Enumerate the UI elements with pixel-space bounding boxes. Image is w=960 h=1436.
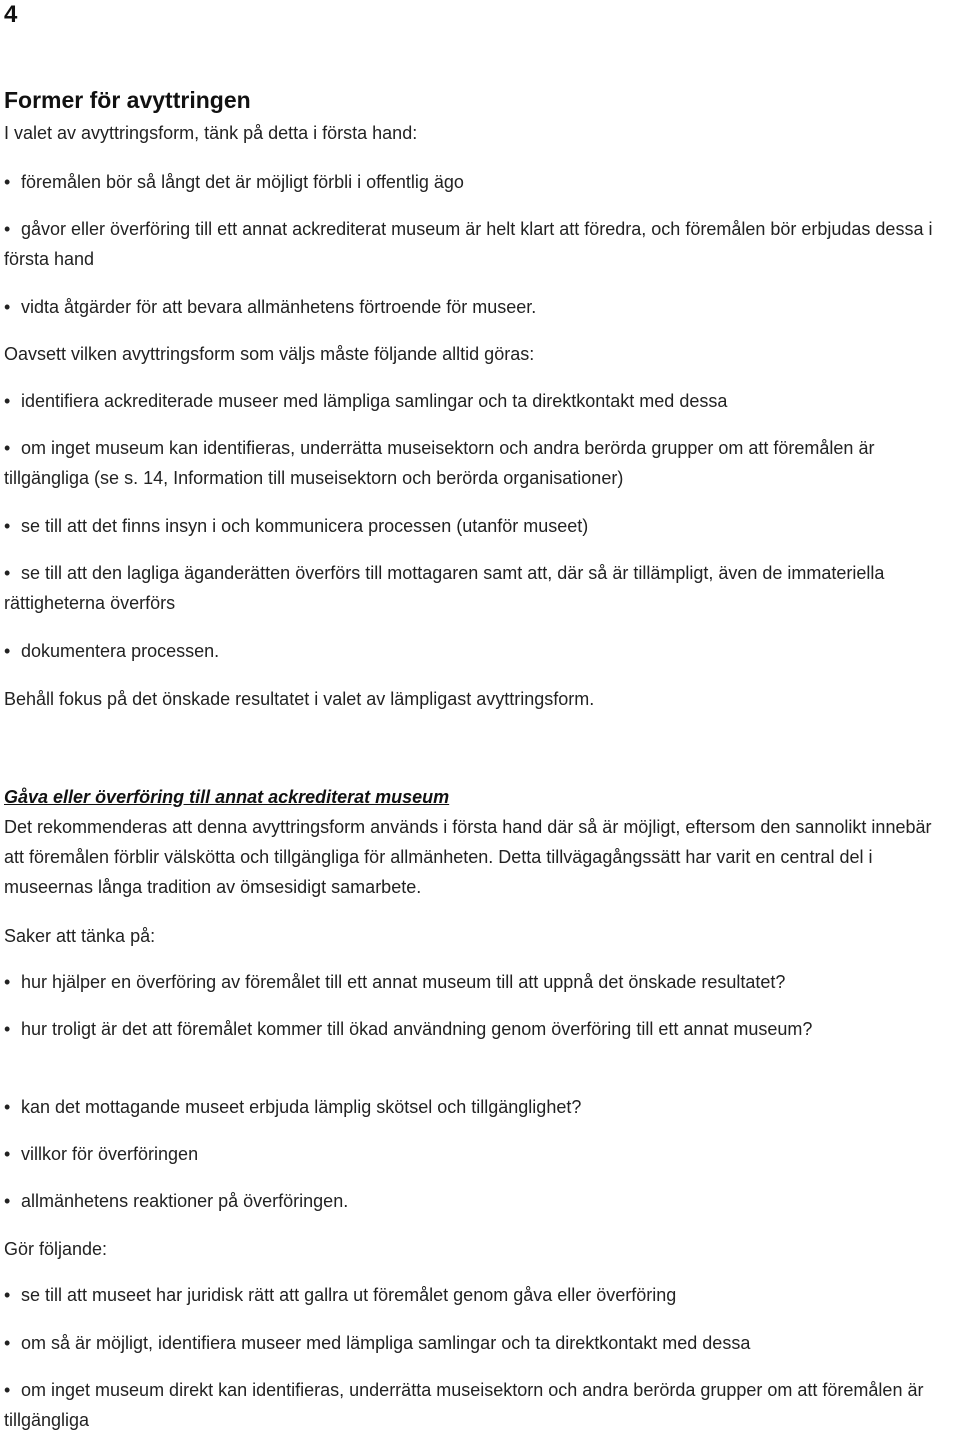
list-item-text: kan det mottagande museet erbjuda lämplig skötsel och tillgänglighet?: [21, 1097, 582, 1117]
list-item: [4, 1014, 956, 1044]
list-item: [4, 1139, 956, 1169]
list-item: [4, 558, 956, 618]
list-item: [4, 167, 956, 197]
bullet-icon: •: [4, 972, 11, 992]
list-item-text: om inget museum direkt kan identifieras, underrätta museisektorn och andra berörda grupper om att föremålen är tillgängliga: [4, 1380, 924, 1430]
list-item: [4, 511, 956, 541]
bullet-icon: •: [4, 1144, 11, 1164]
list-item-text: dokumentera processen.: [21, 641, 220, 661]
list-item-text: se till att den lagliga äganderätten överförs till mottagaren samt att, där så är tillämpligt, även de immateriella rättigheterna överförs: [4, 563, 885, 613]
list-item: [4, 214, 956, 274]
bullet-icon: •: [4, 438, 11, 458]
page-number: 4: [4, 1, 18, 28]
bullet-icon: •: [4, 172, 11, 192]
list-item-text: föremålen bör så långt det är möjligt förbli i offentlig ägo: [21, 172, 464, 192]
think-label: Saker att tänka på:: [4, 926, 156, 946]
closing-text: Behåll fokus på det önskade resultatet i valet av lämpligast avyttringsform.: [4, 689, 595, 709]
section-title-former: Former för avyttringen: [4, 87, 251, 113]
list-item: [4, 636, 956, 666]
list-item-text: gåvor eller överföring till ett annat ackrediterat museum är helt klart att föredra, och föremålen bör erbjudas dessa i första hand: [4, 219, 933, 269]
section-title-gava: Gåva eller överföring till annat ackrediterat museum: [4, 787, 450, 807]
list-item-text: se till att det finns insyn i och kommunicera processen (utanför museet): [21, 516, 589, 536]
bullet-icon: •: [4, 1380, 11, 1400]
bullet-icon: •: [4, 391, 11, 411]
list-item: [4, 292, 956, 322]
list-item: [4, 1328, 956, 1358]
bullet-icon: •: [4, 219, 11, 239]
bullet-icon: •: [4, 1019, 11, 1039]
bullet-icon: •: [4, 1191, 11, 1211]
list-item-text: allmänhetens reaktioner på överföringen.: [21, 1191, 349, 1211]
list-item-text: villkor för överföringen: [21, 1144, 199, 1164]
list-item: [4, 967, 956, 997]
list-item: [4, 1092, 956, 1122]
bullet-icon: •: [4, 1333, 11, 1353]
intro2-text: Oavsett vilken avyttringsform som väljs måste följande alltid göras:: [4, 344, 535, 364]
list-item: [4, 1375, 956, 1435]
section-paragraph: Det rekommenderas att denna avyttringsform används i första hand där så är möjligt, eftersom den sannolikt innebär att föremålen förblir välskötta och tillgängliga för allmänheten. Detta tillvägagångssätt har varit en central del i museernas långa tradition av ömsesidigt samarbete.: [4, 817, 932, 897]
list-item-text: vidta åtgärder för att bevara allmänhetens förtroende för museer.: [21, 297, 537, 317]
list-item: [4, 1186, 956, 1216]
list-item-text: om så är möjligt, identifiera museer med lämpliga samlingar och ta direktkontakt med dessa: [21, 1333, 751, 1353]
bullet-icon: •: [4, 563, 11, 583]
list-item-text: hur troligt är det att föremålet kommer till ökad användning genom överföring till ett annat museum?: [21, 1019, 813, 1039]
do-label: Gör följande:: [4, 1239, 108, 1259]
list-item: [4, 433, 956, 493]
list-item-text: identifiera ackrediterade museer med lämpliga samlingar och ta direktkontakt med dessa: [21, 391, 728, 411]
bullet-icon: •: [4, 1285, 11, 1305]
list-item-text: hur hjälper en överföring av föremålet till ett annat museum till att uppnå det önskade resultatet?: [21, 972, 786, 992]
list-item-text: om inget museum kan identifieras, underrätta museisektorn och andra berörda grupper om att föremålen är tillgängliga (se s. 14, Information till museisektorn och berörda organisationer): [4, 438, 875, 488]
list-item-text: se till att museet har juridisk rätt att gallra ut föremålet genom gåva eller överföring: [21, 1285, 677, 1305]
list-item: [4, 1280, 956, 1310]
bullet-icon: •: [4, 297, 11, 317]
bullet-icon: •: [4, 641, 11, 661]
bullet-icon: •: [4, 516, 11, 536]
bullet-icon: •: [4, 1097, 11, 1117]
list-item: [4, 386, 956, 416]
intro-text: I valet av avyttringsform, tänk på detta i första hand:: [4, 123, 418, 143]
